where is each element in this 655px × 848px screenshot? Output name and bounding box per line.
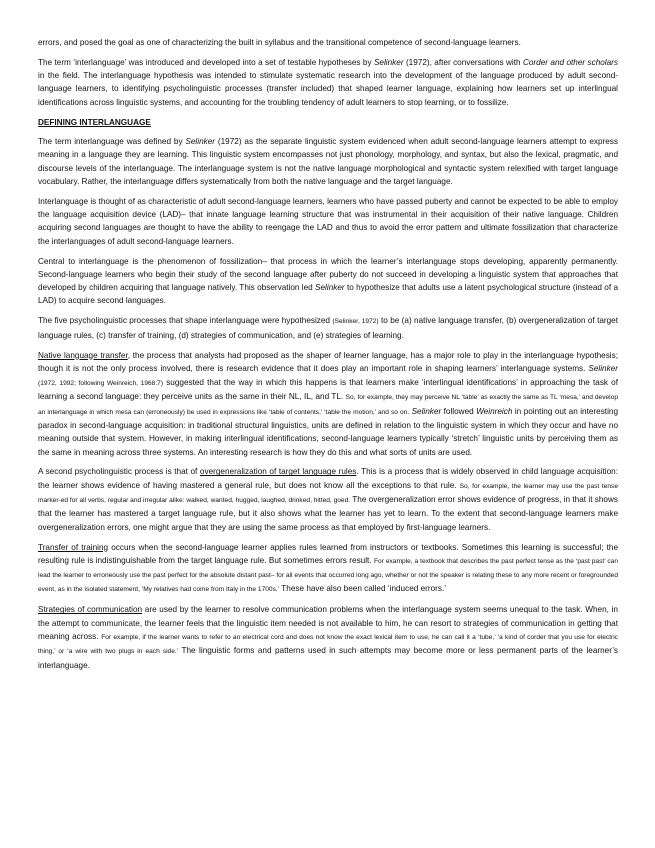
paragraph-adult-learners: Interlanguage is thought of as characteristic of adult second-language learners, learners who have passed puberty and cannot be expected to be able to employ the language acquisition device (LAD)– that innate language learning structure that was instrumental in their acquisition of their native language. Children acquiring second languages are thought to have the ability to reengage the LAD and thus to avoid the error pattern and ultimate fossilization that characterize the interlanguages of adult second-language learners. [38, 196, 618, 246]
paragraph-five-processes: The five psycholinguistic processes that shape interlanguage were hypothesized (Selinker, 1972) to be (a) native language transfer, (b) overgeneralization of target language rules, (c) transfer of training, (d) strategies of communication, and (e) strategies of learning. [38, 316, 619, 340]
paragraph-native-language-transfer: Native language transfer, the process that analysts had proposed as the shaper of learner language, has a major role to play in the interlanguage hypothesis; though it is not the only process involved, there is research evidence that it does play an important role in shaping learners’ interlanguage systems. Selinker (1972, 1992; following Weinreich, 1968:7) suggested that the way in which this happens is that learners make ‘interlingual identifications’ in approaching the task of learning a second language: they perceive units as the same in their NL, IL, and TL. So, for example, they may perceive NL ‘table’ as exactly the same as TL ‘mesa,’ and develop an interlanguage in which mesa can (erroneously) be used in expressions like ‘table of contents,’ ‘table the motion,’ and so on. Selinker followed Weinreich in pointing out an interesting paradox in second-language acquisition: in traditional structural linguistics, units are defined in relation to the linguistic system in which they occur and have no meaning outside that system. However, in making interlingual identifications, second-language learners typically ‘stretch’ linguistic units by perceiving them as the same in meaning across three systems. An interesting research is how they do this and what sorts of units are used. [38, 350, 618, 457]
paragraph-transfer-of-training: Transfer of training occurs when the second-language learner applies rules learned from instructors or textbooks. Sometimes this learning is successful; the resulting rule is indistinguishable from the target language rule. But sometimes errors result. For example, a textbook that describes the past perfect tense as the ‘past past’ can lead the learner to erroneously use the past perfect for the absolute distant past– for all events that occurred long ago, whether or not the speaker is relating these to any more recent or foregrounded event, as in the isolated statement, ‘My relatives had come from Italy in the 1700s.’ These have also been called ‘induced errors.’ [38, 542, 618, 594]
paragraph-overgeneralization: A second psycholinguistic process is that of overgeneralization of target language rules. This is a process that is widely observed in child language acquisition: the learner shows evidence of having mastered a general rule, but does not know all the exceptions to that rule. So, for example, the learner may use the past tense marker-ed for all verbs, regular and irregular alike: walked, wanted, hugged, laughed, drinked, hitted, goed. The overgeneralization error shows evidence of progress, in that it shows that the learner has mastered a target language rule, but it also shows what the learner has yet to learn. To the extent that second-language learners make overgeneralization errors, one might argue that they are using the same process as that employed by first-language learners. [38, 467, 619, 532]
paragraph-definition: The term interlanguage was defined by Selinker (1972) as the separate linguistic system evidenced when adult second-language learners attempt to express meaning in a language they are learning. This linguistic system encompasses not just phonology, morphology, and syntax, but also the lexical, pragmatic, and discourse levels of the interlanguage. The interlanguage system is not the native language morphological and syntactic system relexified with target language vocabulary. Rather, the interlanguage differs systematically from both the native language and the target language. [38, 136, 618, 186]
paragraph-term-introduction: The term ‘interlanguage’ was introduced and developed into a set of testable hypotheses by Selinker (1972), after conversations with Corder and other scholars in the field. The interlanguage hypothesis was intended to stimulate systematic research into the development of the language produced by adult second-language learners, to identifying psycholinguistic processes (transfer included) that shaped learner language, explaining how learners set up interlingual identifications across linguistic systems, and accounting for the troubling tendency of adult learners to stop learning, or to fossilize. [38, 57, 618, 107]
section-heading: DEFINING INTERLANGUAGE [38, 117, 151, 127]
paragraph-strategies-of-communication: Strategies of communication are used by the learner to resolve communication problems when the interlanguage system seems unequal to the task. When, in the attempt to communicate, the learner feels that the linguistic item needed is not available to him, he can resort to strategies of communication in getting that meaning across. For example, if the learner wants to refer to an electrical cord and does not know the exact lexical item to use, he can call it a ‘tube,’ ‘a kind of corder that you use for electric thing,’ or ‘a wire with two plugs in each side.’ The linguistic forms and patterns used in such attempts may become more or less permanent parts of the learner’s interlanguage. [38, 605, 619, 670]
paragraph-fossilization: Central to interlanguage is the phenomenon of fossilization– that process in which the learner’s interlanguage stops developing, apparently permanently. Second-language learners who begin their study of the second language after puberty do not succeed in developing a linguistic system that approaches that developed by children acquiring that language natively. This observation led Selinker to hypothesize that adults use a latent psychological structure (instead of a LAD) to acquire second languages. [38, 256, 618, 306]
paragraph-intro-continuation: errors, and posed the goal as one of characterizing the built in syllabus and the transitional competence of second-language learners. [38, 38, 521, 47]
